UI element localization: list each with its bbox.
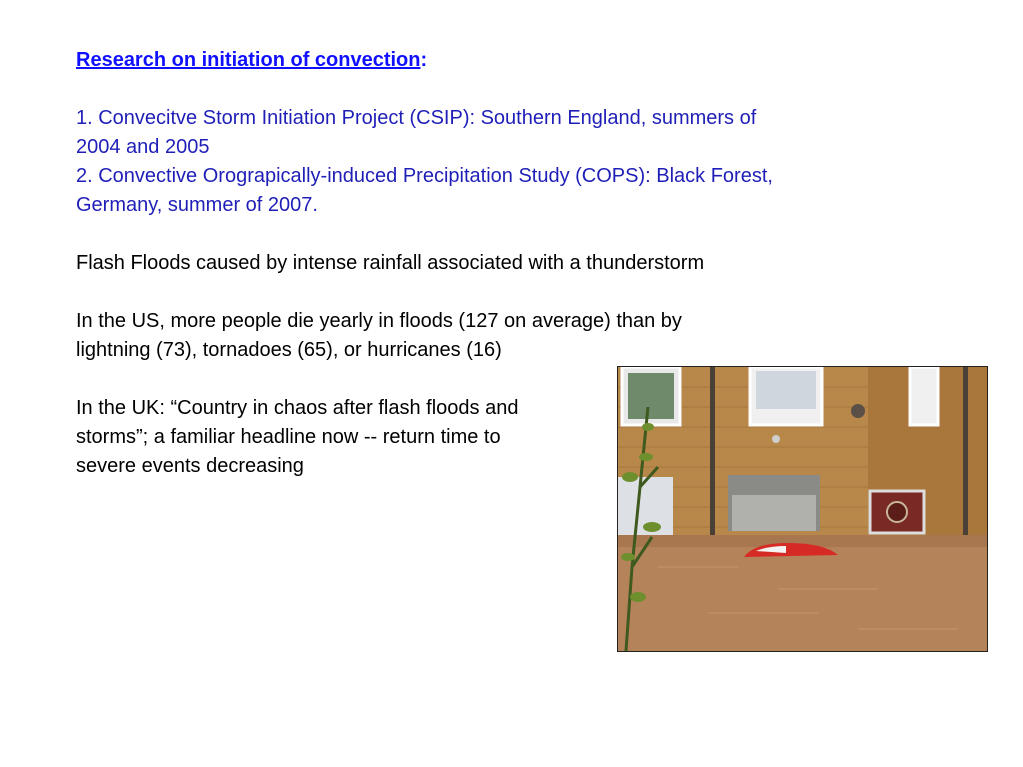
flood-photo — [617, 366, 988, 652]
heading-link[interactable]: Research on initiation of convection — [76, 49, 421, 71]
project-item-csip — [76, 104, 756, 162]
uk-headline-line1: In the UK: “Country in chaos after flash floods and — [76, 397, 519, 419]
us-statistics-paragraph — [76, 307, 682, 365]
us-statistics-line2: lightning (73), tornadoes (65), or hurricanes (16) — [76, 339, 502, 361]
uk-headline-line3: severe events decreasing — [76, 455, 304, 477]
uk-headline-line2: storms”; a familiar headline now -- return time to — [76, 426, 501, 448]
uk-headline-paragraph — [76, 394, 518, 481]
project-item-csip-line1: 1. Convecitve Storm Initiation Project (CSIP): Southern England, summers of — [76, 107, 757, 129]
project-item-cops — [76, 162, 773, 220]
heading-colon: : — [420, 49, 428, 71]
flash-floods-paragraph: Flash Floods caused by intense rainfall associated with a thunderstorm — [76, 252, 705, 274]
project-item-csip-line2: 2004 and 2005 — [76, 136, 210, 158]
us-statistics-line1: In the US, more people die yearly in floods (127 on average) than by — [76, 310, 682, 332]
flooded-street-illustration — [618, 367, 987, 651]
slide-heading — [76, 46, 427, 75]
project-item-cops-line2: Germany, summer of 2007. — [76, 194, 318, 216]
project-item-cops-line1: 2. Convective Orograpically-induced Precipitation Study (COPS): Black Forest, — [76, 165, 773, 187]
